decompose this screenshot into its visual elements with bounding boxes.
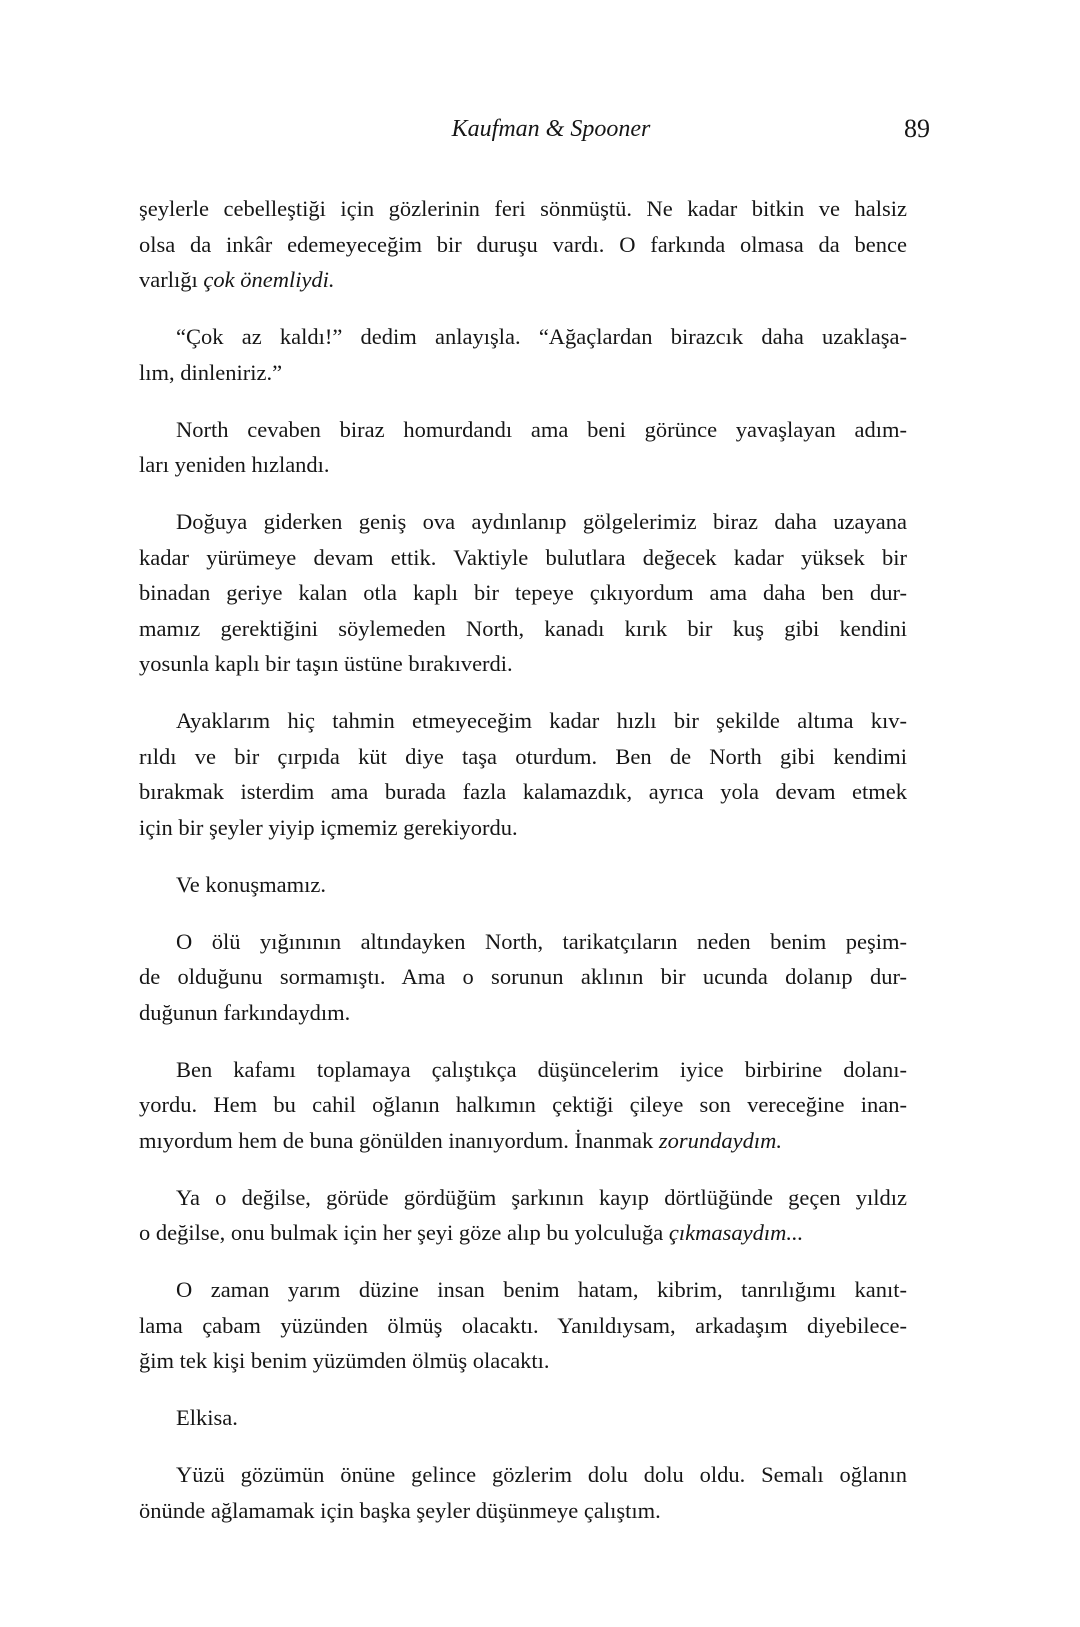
text-line: yosunla kaplı bir taşın üstüne bırakıverdi. bbox=[139, 651, 513, 676]
text-line: Ve konuşmamız. bbox=[176, 871, 326, 897]
text-line: Ayaklarım hiç tahmin etmeyeceğim kadar hızlı bir şekilde altıma kıv- bbox=[176, 708, 907, 733]
paragraph bbox=[139, 319, 907, 390]
paragraph bbox=[139, 1180, 907, 1251]
text-line: ları yeniden hızlandı. bbox=[139, 452, 330, 477]
plain-text: mıyordum hem de buna gönülden inanıyordum. İnanmak bbox=[139, 1127, 659, 1153]
italic-text: çıkmasaydım... bbox=[668, 1220, 804, 1245]
text-line: lama çabam yüzünden ölmüş olacaktı. Yanıldıysam, arkadaşım diyebilece- bbox=[139, 1312, 907, 1338]
text-line: de olduğunu sormamıştı. Ama o sorunun aklının bir ucunda dolanıp dur- bbox=[139, 964, 907, 989]
text-line: rıldı ve bir çırpıda küt diye taşa oturdum. Ben de North gibi kendimi bbox=[139, 743, 907, 769]
text-line: O ölü yığınının altındayken North, tarikatçıların neden benim peşim- bbox=[176, 928, 907, 954]
text-line: ğim tek kişi benim yüzümden ölmüş olacaktı. bbox=[139, 1348, 550, 1373]
text-line: şeylerle cebelleştiği için gözlerinin feri sönmüştü. Ne kadar bitkin ve halsiz bbox=[139, 196, 907, 221]
paragraph bbox=[139, 504, 907, 682]
paragraph bbox=[139, 1272, 907, 1379]
text-line: Yüzü gözümün önüne gelince gözlerim dolu dolu oldu. Semalı oğlanın bbox=[176, 1462, 907, 1487]
text-line: “Çok az kaldı!” dedim anlayışla. “Ağaçlardan birazcık daha uzaklaşa- bbox=[176, 324, 907, 349]
paragraph bbox=[139, 703, 907, 845]
text-line: lım, dinleniriz.” bbox=[139, 359, 283, 385]
running-title: Kaufman & Spooner bbox=[451, 116, 651, 142]
paragraph bbox=[139, 1400, 907, 1436]
plain-text: varlığı bbox=[139, 267, 204, 292]
page-number: 89 bbox=[904, 114, 930, 143]
paragraph bbox=[139, 191, 907, 298]
text-line: O zaman yarım düzine insan benim hatam, kibrim, tanrılığımı kanıt- bbox=[176, 1277, 907, 1302]
text-line: için bir şeyler yiyip içmemiz gerekiyordu. bbox=[139, 814, 518, 840]
text-line: Ben kafamı toplamaya çalıştıkça düşüncelerim iyice birbirine dolanı- bbox=[176, 1056, 907, 1082]
text-line: olsa da inkâr edemeyeceğim bir duruşu vardı. O farkında olmasa da bence bbox=[139, 231, 907, 257]
text-line: Ya o değilse, görüde gördüğüm şarkının kayıp dörtlüğünde geçen yıldız bbox=[176, 1184, 907, 1210]
text-line: duğunun farkındaydım. bbox=[139, 999, 351, 1025]
paragraph bbox=[139, 867, 907, 903]
text-line: kadar yürümeye devam ettik. Vaktiyle bulutlara değecek kadar yüksek bir bbox=[139, 544, 907, 570]
italic-text: zorundaydım. bbox=[658, 1127, 783, 1153]
text-line bbox=[139, 1123, 907, 1159]
paragraph bbox=[139, 1457, 907, 1528]
text-line: önünde ağlamamak için başka şeyler düşünmeye çalıştım. bbox=[139, 1497, 661, 1523]
text-line bbox=[139, 262, 907, 298]
body-text bbox=[139, 191, 907, 1550]
text-line: North cevaben biraz homurdandı ama beni görünce yavaşlayan adım- bbox=[176, 416, 907, 442]
italic-text: çok önemliydi. bbox=[203, 267, 335, 292]
text-line: bırakmak isterdim ama burada fazla kalamazdık, ayrıca yola devam etmek bbox=[139, 779, 907, 804]
text-line: binadan geriye kalan otla kaplı bir tepeye çıkıyordum ama daha ben dur- bbox=[139, 580, 907, 605]
plain-text: o değilse, onu bulmak için her şeyi göze alıp bu yolculuğa bbox=[139, 1220, 669, 1245]
text-line bbox=[139, 1215, 907, 1251]
running-head bbox=[0, 112, 1080, 152]
paragraph bbox=[139, 924, 907, 1031]
text-line: Doğuya giderken geniş ova aydınlanıp gölgelerimiz biraz daha uzayana bbox=[176, 509, 907, 534]
paragraph bbox=[139, 412, 907, 483]
text-line: yordu. Hem bu cahil oğlanın halkımın çektiği çileye son vereceğine inan- bbox=[139, 1092, 907, 1117]
text-line: Elkisa. bbox=[176, 1405, 238, 1430]
paragraph bbox=[139, 1052, 907, 1159]
text-line: mamız gerektiğini söylemeden North, kanadı kırık bir kuş gibi kendini bbox=[139, 615, 907, 641]
